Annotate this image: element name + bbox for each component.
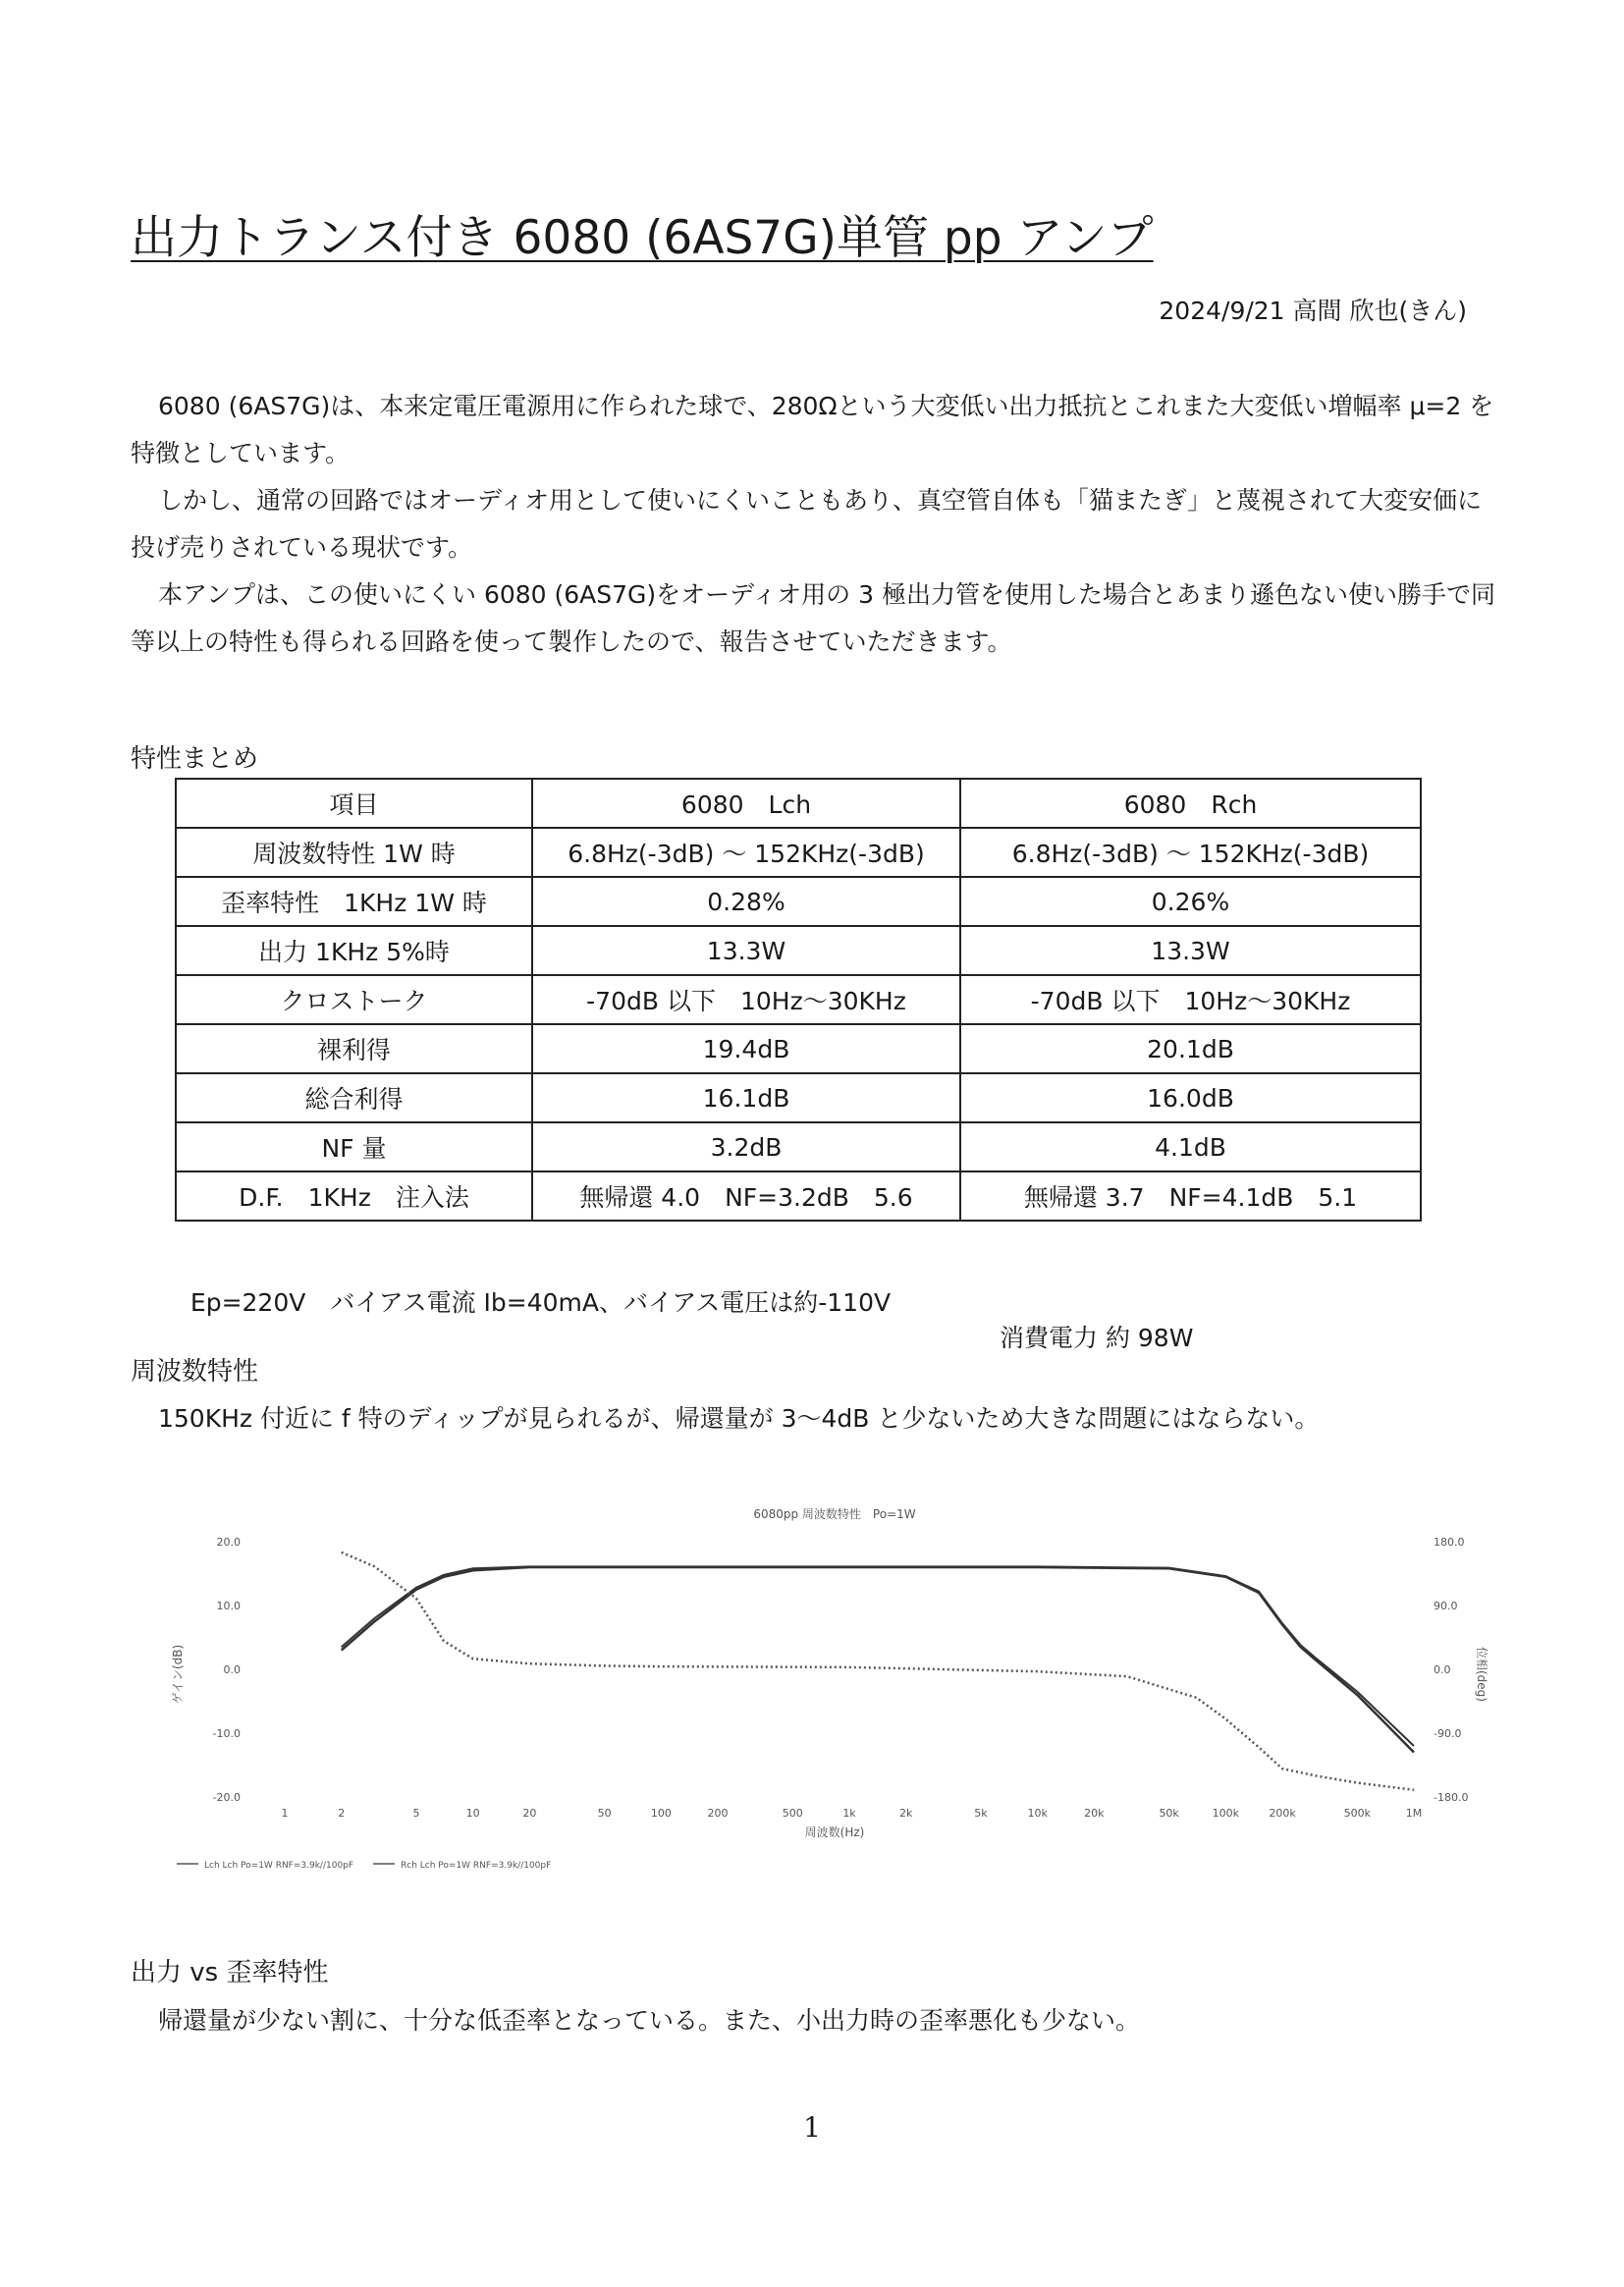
table-cell: 6.8Hz(-3dB) ～ 152KHz(-3dB) <box>532 828 960 877</box>
table-cell: 16.1dB <box>532 1073 960 1122</box>
x-tick-label: 20 <box>522 1807 537 1820</box>
table-header-cell: 項目 <box>176 779 532 828</box>
table-cell: 無帰還 4.0 NF=3.2dB 5.6 <box>532 1171 960 1221</box>
y-tick-label: 0.0 <box>223 1663 241 1676</box>
footnote-bias: Ep=220V バイアス電流 Ib=40mA、バイアス電圧は約-110V <box>189 1288 892 1317</box>
table-cell: 総合利得 <box>176 1073 532 1122</box>
table-header-row <box>176 779 1421 828</box>
spec-footnote <box>175 1255 1422 1352</box>
chart-title: 6080pp 周波数特性 Po=1W <box>753 1507 916 1521</box>
x-tick-label: 20k <box>1084 1807 1105 1820</box>
table-cell: 3.2dB <box>532 1122 960 1171</box>
table-cell: 0.28% <box>532 877 960 926</box>
x-tick-label: 200k <box>1269 1807 1296 1820</box>
x-tick-label: 100k <box>1212 1807 1240 1820</box>
y2-tick-label: 90.0 <box>1434 1600 1458 1612</box>
y2-tick-label: 0.0 <box>1434 1663 1451 1676</box>
dist-heading: 出力 vs 歪率特性 <box>131 1958 329 1988</box>
table-row <box>176 877 1421 926</box>
table-cell: D.F. 1KHz 注入法 <box>176 1171 532 1221</box>
x-tick-label: 2k <box>899 1807 913 1820</box>
x-tick-label: 10 <box>465 1807 480 1820</box>
y2-axis-label: 位相(deg) <box>1475 1647 1489 1702</box>
table-cell: 16.0dB <box>960 1073 1421 1122</box>
y2-tick-label: -180.0 <box>1434 1791 1469 1804</box>
gain-series-line-1 <box>342 1567 1414 1753</box>
x-tick-label: 5k <box>974 1807 988 1820</box>
frequency-response-chart <box>157 1502 1492 1876</box>
freq-heading: 周波数特性 <box>131 1357 259 1387</box>
legend-entry: Lch Lch Po=1W RNF=3.9k//100pF <box>204 1861 354 1871</box>
table-cell: 周波数特性 1W 時 <box>176 828 532 877</box>
dist-description: 帰還量が少ない割に、十分な低歪率となっている。また、小出力時の歪率悪化も少ない。 <box>158 2006 1141 2035</box>
table-cell: NF 量 <box>176 1122 532 1171</box>
footnote-power: 消費電力 約 98W <box>1000 1324 1194 1352</box>
x-tick-label: 50 <box>597 1807 612 1820</box>
table-cell: 19.4dB <box>532 1024 960 1073</box>
x-tick-label: 500 <box>782 1807 803 1820</box>
y2-tick-label: -90.0 <box>1434 1727 1462 1740</box>
date-author: 2024/9/21 高間 欣也(きん) <box>1159 297 1467 325</box>
table-row <box>176 1122 1421 1171</box>
table-cell: 裸利得 <box>176 1024 532 1073</box>
table-cell: 6.8Hz(-3dB) ～ 152KHz(-3dB) <box>960 828 1421 877</box>
x-tick-label: 50k <box>1159 1807 1179 1820</box>
y-tick-label: -10.0 <box>212 1727 241 1740</box>
table-header-cell: 6080 Rch <box>960 779 1421 828</box>
table-row <box>176 1073 1421 1122</box>
table-cell: 無帰還 3.7 NF=4.1dB 5.1 <box>960 1171 1421 1221</box>
x-tick-label: 100 <box>650 1807 672 1820</box>
x-tick-label: 10k <box>1027 1807 1048 1820</box>
table-row <box>176 1024 1421 1073</box>
table-cell: 4.1dB <box>960 1122 1421 1171</box>
x-tick-label: 5 <box>412 1807 420 1820</box>
table-row <box>176 926 1421 975</box>
table-header-cell: 6080 Lch <box>532 779 960 828</box>
freq-description: 150KHz 付近に f 特のディップが見られるが、帰還量が 3～4dB と少ないため大きな問題にはならない。 <box>158 1404 1320 1433</box>
page-title: 出力トランス付き 6080 (6AS7G)単管 pp アンプ <box>131 211 1154 265</box>
y2-tick-label: 180.0 <box>1434 1536 1465 1549</box>
gain-series-line-2 <box>342 1566 1414 1746</box>
table-cell: 13.3W <box>960 926 1421 975</box>
page-number: 1 <box>803 2111 821 2144</box>
intro-paragraph-1: 6080 (6AS7G)は、本来定電圧電源用に作られた球で、280Ωという大変低い出力抵抗とこれまた大変低い増幅率 μ=2 を特徴としています。 <box>131 392 1494 467</box>
legend-entry: Rch Lch Po=1W RNF=3.9k//100pF <box>401 1861 552 1871</box>
table-row <box>176 1171 1421 1221</box>
y-tick-label: 20.0 <box>216 1536 241 1549</box>
x-tick-label: 2 <box>338 1807 346 1820</box>
intro-paragraph-2: しかし、通常の回路ではオーディオ用として使いにくいこともあり、真空管自体も「猫またぎ」と蔑視されて大変安価に投げ売りされている現状です。 <box>131 486 1483 562</box>
x-axis-label: 周波数(Hz) <box>804 1825 865 1839</box>
x-tick-label: 1M <box>1405 1807 1423 1820</box>
table-cell: 13.3W <box>532 926 960 975</box>
table-cell: -70dB 以下 10Hz～30KHz <box>532 975 960 1024</box>
intro-section <box>131 383 1495 666</box>
table-row <box>176 975 1421 1024</box>
x-tick-label: 500k <box>1343 1807 1371 1820</box>
table-row <box>176 828 1421 877</box>
table-cell: -70dB 以下 10Hz～30KHz <box>960 975 1421 1024</box>
table-cell: 出力 1KHz 5%時 <box>176 926 532 975</box>
x-tick-label: 1k <box>842 1807 856 1820</box>
table-cell: 20.1dB <box>960 1024 1421 1073</box>
y-axis-label: ゲイン(dB) <box>171 1644 185 1705</box>
y-tick-label: 10.0 <box>216 1600 241 1612</box>
spec-table <box>175 778 1422 1222</box>
x-tick-label: 1 <box>281 1807 289 1820</box>
intro-paragraph-3: 本アンプは、この使いにくい 6080 (6AS7G)をオーディオ用の 3 極出力管を使用した場合とあまり遜色ない使い勝手で同等以上の特性も得られる回路を使って製作したので、報告させていただきます。 <box>131 580 1495 656</box>
table-cell: 歪率特性 1KHz 1W 時 <box>176 877 532 926</box>
y-tick-label: -20.0 <box>212 1791 241 1804</box>
table-cell: クロストーク <box>176 975 532 1024</box>
spec-heading: 特性まとめ <box>131 744 259 774</box>
x-tick-label: 200 <box>707 1807 729 1820</box>
table-cell: 0.26% <box>960 877 1421 926</box>
